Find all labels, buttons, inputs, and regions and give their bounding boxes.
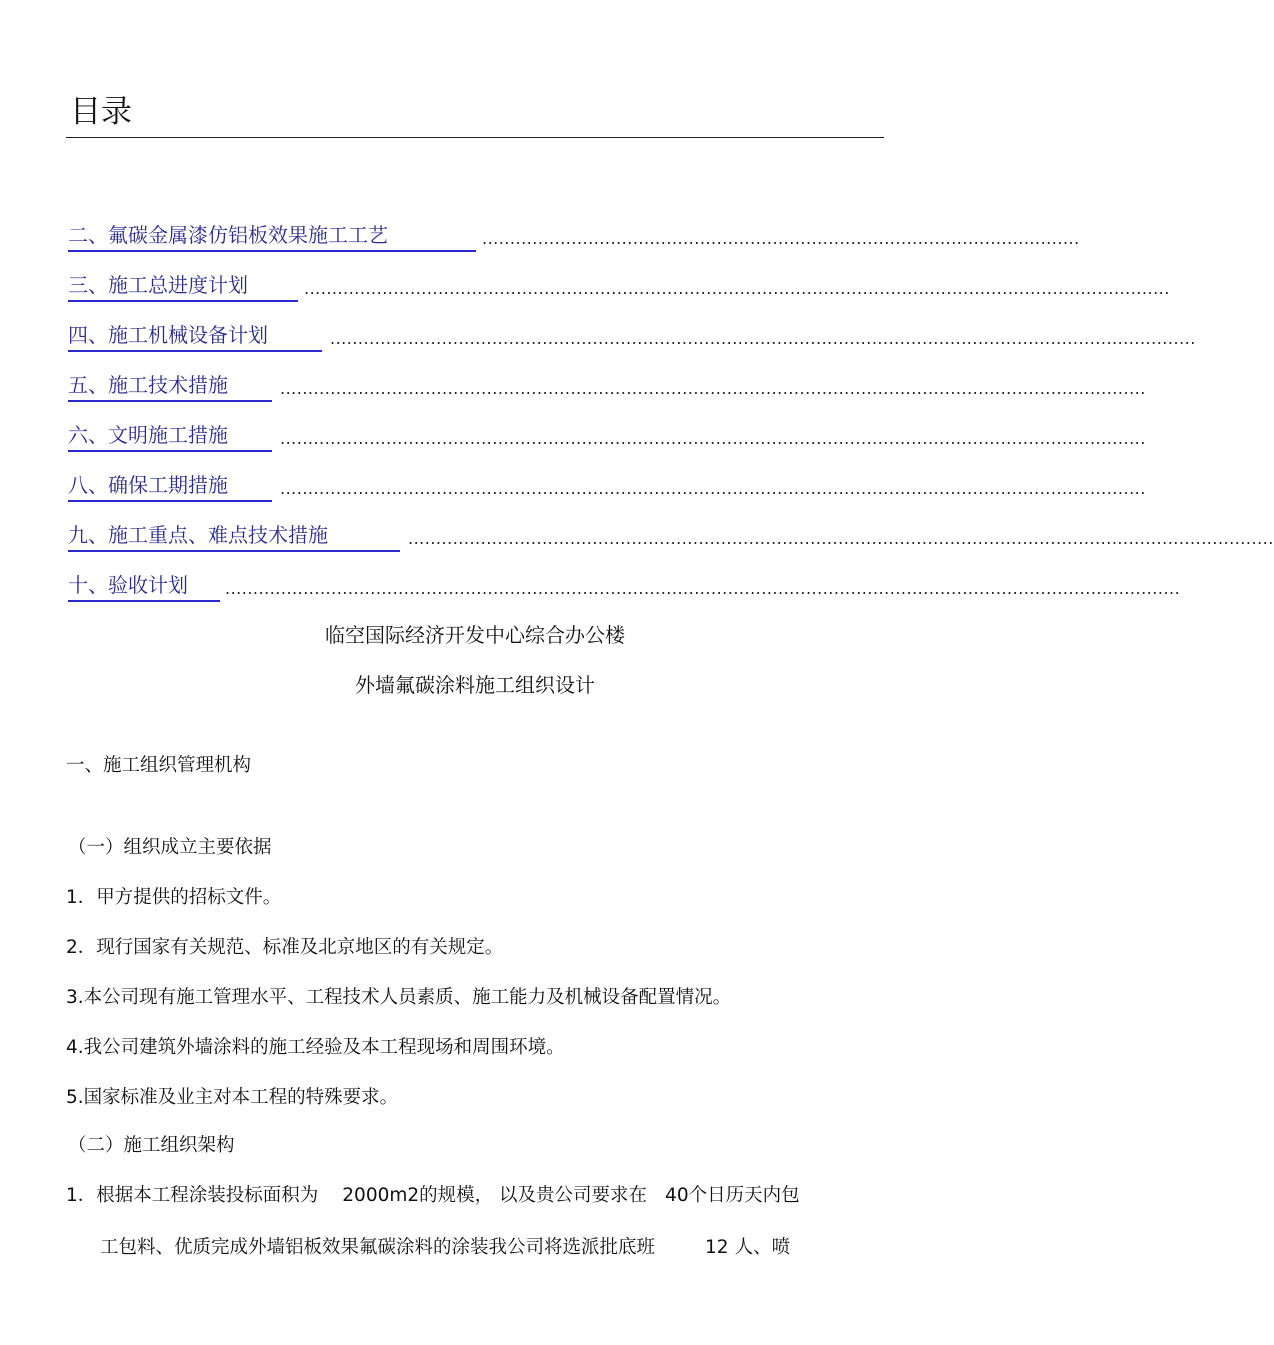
paragraph-text: 的规模， 以及贵公司要求在 xyxy=(419,1185,648,1206)
toc-entry[interactable] xyxy=(68,472,1146,502)
paragraph-number: 2000m2 xyxy=(342,1185,420,1206)
toc-entry[interactable] xyxy=(68,272,1170,302)
paragraph-line xyxy=(66,1182,800,1210)
list-item: 2．现行国家有关规范、标准及北京地区的有关规定。 xyxy=(66,937,504,958)
toc-entry[interactable] xyxy=(68,522,1274,552)
toc-leader-dots: ........................................................................................................................................................... xyxy=(408,529,1274,548)
list-item: 3.本公司现有施工管理水平、工程技术人员素质、施工能力及机械设备配置情况。 xyxy=(66,987,732,1008)
list-item: 1．甲方提供的招标文件。 xyxy=(66,887,282,908)
section-heading: 一、施工组织管理机构 xyxy=(66,755,252,776)
paragraph-text: 个日历天内包 xyxy=(688,1185,800,1206)
toc-divider xyxy=(66,137,884,138)
toc-leader-dots: ........................................................................................................................................................... xyxy=(280,379,1146,398)
toc-entry-link[interactable]: 四、施工机械设备计划 xyxy=(68,322,322,352)
toc-entry-link[interactable]: 二、氟碳金属漆仿铝板效果施工工艺 xyxy=(68,222,476,252)
toc-entry-link[interactable]: 五、施工技术措施 xyxy=(68,372,272,402)
toc-entry-link[interactable]: 九、施工重点、难点技术措施 xyxy=(68,522,400,552)
paragraph-text: 1．根据本工程涂装投标面积为 xyxy=(66,1185,319,1206)
toc-entry-link[interactable]: 八、确保工期措施 xyxy=(68,472,272,502)
paragraph-number: 12 xyxy=(705,1237,729,1258)
paragraph-number: 40 xyxy=(665,1185,689,1206)
toc-leader-dots: ........................................................................................................................................................... xyxy=(280,479,1146,498)
toc-entry-link[interactable]: 十、验收计划 xyxy=(68,572,220,602)
list-item: 4.我公司建筑外墙涂料的施工经验及本工程现场和周围环境。 xyxy=(66,1037,565,1058)
paragraph-text: 人、喷 xyxy=(734,1237,791,1258)
toc-entry[interactable] xyxy=(68,222,1080,252)
toc-leader-dots: ........................................................................................................................................................................... xyxy=(225,579,1181,598)
subsection-heading: （一）组织成立主要依据 xyxy=(68,837,272,858)
toc-leader-dots: ........................................................................................................................................................... xyxy=(330,329,1196,348)
subsection-heading: （二）施工组织架构 xyxy=(68,1135,235,1156)
list-item: 5.国家标准及业主对本工程的特殊要求。 xyxy=(66,1087,399,1108)
toc-entry[interactable] xyxy=(68,422,1146,452)
toc-entry[interactable] xyxy=(68,372,1146,402)
paragraph-line xyxy=(100,1234,790,1262)
document-title: 临空国际经济开发中心综合办公楼 xyxy=(325,623,625,647)
document-subtitle: 外墙氟碳涂料施工组织设计 xyxy=(355,673,595,697)
toc-leader-dots: ........................................................................................................................................................... xyxy=(280,429,1146,448)
toc-title: 目录 xyxy=(70,94,132,130)
toc-leader-dots: ........................................................................................................................................................... xyxy=(304,279,1170,298)
paragraph-text: 工包料、优质完成外墙铝板效果氟碳涂料的涂装我公司将选派批底班 xyxy=(100,1237,656,1258)
toc-entry-link[interactable]: 三、施工总进度计划 xyxy=(68,272,298,302)
toc-entry-link[interactable]: 六、文明施工措施 xyxy=(68,422,272,452)
toc-entry[interactable] xyxy=(68,322,1196,352)
toc-leader-dots: ........................................................................................................... xyxy=(482,229,1080,248)
toc-entry[interactable] xyxy=(68,572,1181,602)
